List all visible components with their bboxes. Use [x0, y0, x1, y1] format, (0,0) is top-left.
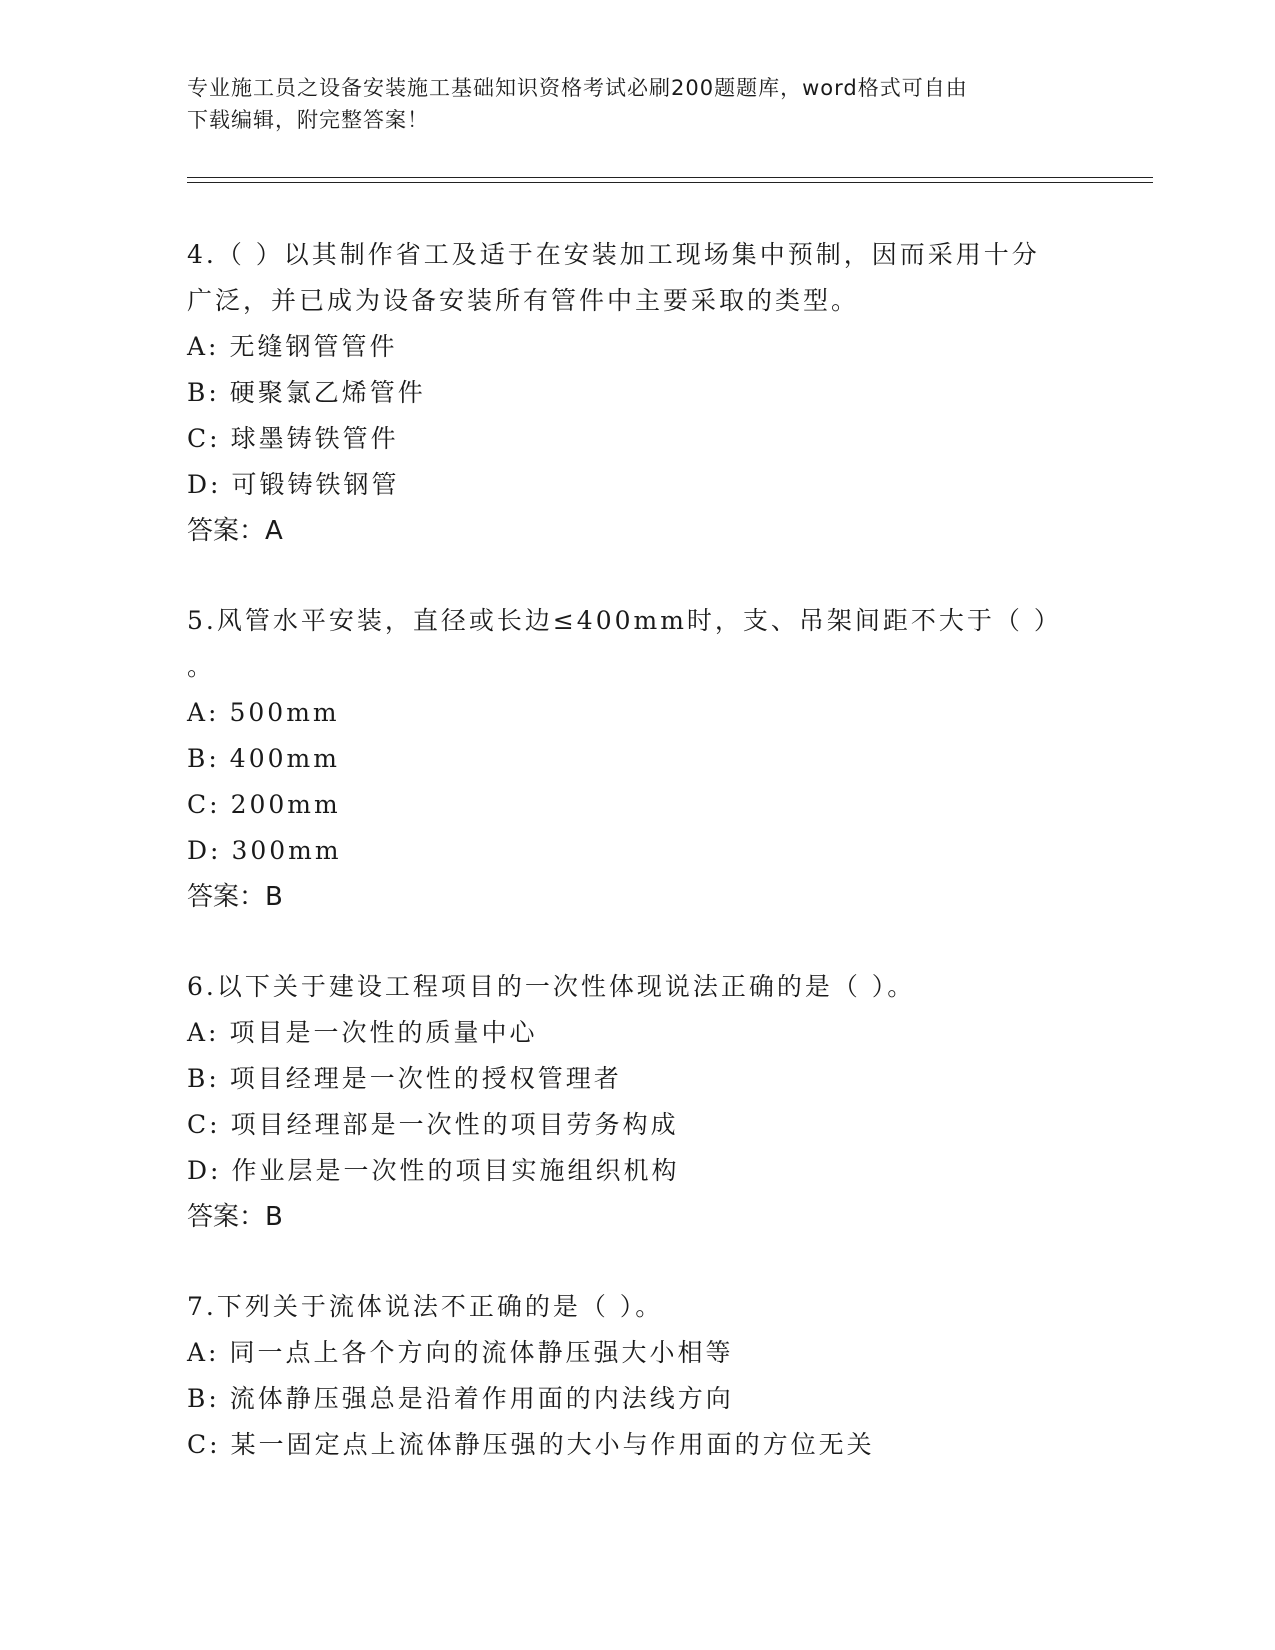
question-5 [187, 598, 1087, 920]
option-text: 项目经理是一次性的授权管理者 [229, 1064, 622, 1093]
answer-label: 答案：A [187, 516, 283, 546]
question-text [187, 232, 1087, 324]
option-letter: C: [187, 1110, 221, 1139]
option-text: 可锻铸铁钢管 [231, 470, 400, 499]
answer-label: 答案：B [187, 1202, 283, 1232]
question-line: 。 [187, 652, 216, 681]
option-a [187, 1330, 1087, 1376]
option-letter: A: [187, 698, 220, 727]
option-letter: B: [187, 378, 220, 407]
option-b [187, 736, 1087, 782]
option-a [187, 690, 1087, 736]
question-7 [187, 1284, 1087, 1468]
question-line: 广泛，并已成为设备安装所有管件中主要采取的类型。 [187, 286, 860, 315]
option-letter: A: [187, 1338, 220, 1367]
option-text: 300mm [231, 836, 342, 865]
header-line: 专业施工员之设备安装施工基础知识资格考试必刷200题题库，word格式可自由 [187, 76, 968, 100]
question-6 [187, 964, 1087, 1240]
option-text: 500mm [229, 698, 340, 727]
option-letter: B: [187, 744, 220, 773]
option-text: 作业层是一次性的项目实施组织机构 [231, 1156, 680, 1185]
option-a [187, 324, 1087, 370]
option-letter: A: [187, 332, 220, 361]
option-letter: C: [187, 790, 221, 819]
option-letter: C: [187, 1430, 221, 1459]
question-text [187, 1284, 1087, 1330]
question-text [187, 964, 1087, 1010]
question-text [187, 598, 1087, 690]
option-text: 硬聚氯乙烯管件 [229, 378, 426, 407]
option-b [187, 370, 1087, 416]
option-text: 200mm [230, 790, 341, 819]
option-d [187, 462, 1087, 508]
option-c [187, 782, 1087, 828]
header-line: 下载编辑，附完整答案！ [187, 108, 429, 132]
header-divider-top [187, 177, 1153, 178]
question-line: 6.以下关于建设工程项目的一次性体现说法正确的是（ ）。 [187, 972, 916, 1001]
option-c [187, 1422, 1087, 1468]
option-d [187, 1148, 1087, 1194]
question-list [187, 232, 1087, 1512]
option-text: 项目是一次性的质量中心 [229, 1018, 538, 1047]
option-letter: B: [187, 1384, 220, 1413]
option-text: 项目经理部是一次性的项目劳务构成 [230, 1110, 679, 1139]
option-text: 400mm [229, 744, 340, 773]
question-line: 4.（ ）以其制作省工及适于在安装加工现场集中预制，因而采用十分 [187, 240, 1040, 269]
option-b [187, 1376, 1087, 1422]
option-text: 无缝钢管管件 [229, 332, 398, 361]
option-b [187, 1056, 1087, 1102]
question-4 [187, 232, 1087, 554]
option-text: 球墨铸铁管件 [230, 424, 399, 453]
option-a [187, 1010, 1087, 1056]
document-header [187, 72, 1067, 136]
option-letter: D: [187, 836, 222, 865]
option-letter: D: [187, 470, 222, 499]
option-c [187, 1102, 1087, 1148]
option-letter: A: [187, 1018, 220, 1047]
option-letter: D: [187, 1156, 222, 1185]
answer-label: 答案：B [187, 882, 283, 912]
question-line: 7.下列关于流体说法不正确的是（ ）。 [187, 1292, 664, 1321]
header-divider-bottom [187, 182, 1153, 183]
option-text: 流体静压强总是沿着作用面的内法线方向 [229, 1384, 734, 1413]
option-letter: C: [187, 424, 221, 453]
option-text: 同一点上各个方向的流体静压强大小相等 [229, 1338, 734, 1367]
option-letter: B: [187, 1064, 220, 1093]
option-text: 某一固定点上流体静压强的大小与作用面的方位无关 [230, 1430, 875, 1459]
option-d [187, 828, 1087, 874]
option-c [187, 416, 1087, 462]
question-line: 5.风管水平安装，直径或长边≤400mm时，支、吊架间距不大于（ ） [187, 606, 1062, 635]
